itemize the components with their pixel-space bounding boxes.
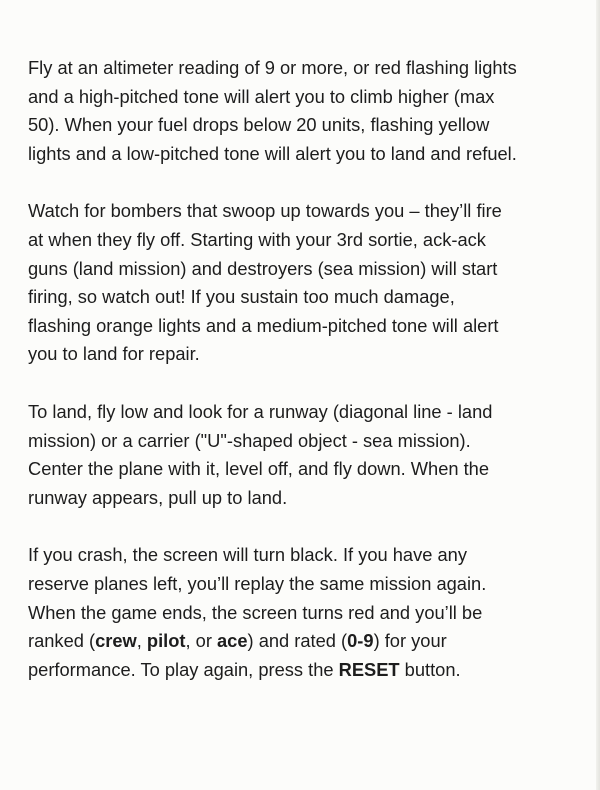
text-segment: mission) or a carrier ("U"-shaped object - sea mission). xyxy=(28,429,471,451)
paragraph-altitude-fuel xyxy=(28,54,580,168)
text-line xyxy=(28,197,580,226)
text-segment: If you crash, the screen will turn black. If you have any xyxy=(28,544,467,566)
paragraph-landing xyxy=(28,398,580,512)
text-segment: and a high-pitched tone will alert you to climb higher (max xyxy=(28,85,495,107)
text-segment: , xyxy=(136,630,147,652)
text-line xyxy=(28,340,580,369)
text-line xyxy=(28,226,580,255)
text-line xyxy=(28,427,580,456)
text-segment: at when they fly off. Starting with your 3rd sortie, ack-ack xyxy=(28,228,486,250)
text-segment: firing, so watch out! If you sustain too much damage, xyxy=(28,286,455,308)
text-segment: button. xyxy=(399,658,461,680)
paragraph-bombers-damage xyxy=(28,197,580,369)
text-segment: 50). When your fuel drops below 20 units, flashing yellow xyxy=(28,114,490,136)
text-line xyxy=(28,83,580,112)
text-segment: reserve planes left, you’ll replay the same mission again. xyxy=(28,572,487,594)
text-line xyxy=(28,455,580,484)
text-segment: Center the plane with it, level off, and fly down. When the xyxy=(28,458,490,480)
bold-text-segment: 0-9 xyxy=(347,630,374,652)
text-line xyxy=(28,541,580,570)
text-line xyxy=(28,484,580,513)
text-segment: To land, fly low and look for a runway (diagonal line - land xyxy=(28,400,493,422)
bold-text-segment: ace xyxy=(217,630,248,652)
page-edge-shadow xyxy=(596,0,600,790)
paragraph-crash-game-end xyxy=(28,541,580,684)
text-segment: flashing orange lights and a medium-pitched tone will alert xyxy=(28,314,499,336)
text-segment: lights and a low-pitched tone will alert you to land and refuel. xyxy=(28,142,517,164)
text-line xyxy=(28,599,580,628)
text-line xyxy=(28,111,580,140)
text-line xyxy=(28,570,580,599)
bold-text-segment: crew xyxy=(95,630,137,652)
instructions-text xyxy=(28,54,580,713)
text-segment: Fly at an altimeter reading of 9 or more, or red flashing lights xyxy=(28,57,517,78)
text-line xyxy=(28,283,580,312)
text-segment: When the game ends, the screen turns red and you’ll be xyxy=(28,601,483,623)
text-segment: runway appears, pull up to land. xyxy=(28,486,288,508)
text-segment: , or xyxy=(185,630,218,652)
text-segment: ranked ( xyxy=(28,630,96,652)
text-segment: you to land for repair. xyxy=(28,343,200,365)
text-line xyxy=(28,140,580,169)
text-line xyxy=(28,54,580,83)
text-segment: ) and rated ( xyxy=(247,630,348,652)
bold-text-segment: RESET xyxy=(338,658,400,680)
text-line xyxy=(28,312,580,341)
text-line xyxy=(28,398,580,427)
bold-text-segment: pilot xyxy=(146,630,186,652)
text-line xyxy=(28,255,580,284)
text-segment: Watch for bombers that swoop up towards you – they’ll fire xyxy=(28,200,502,222)
text-segment: guns (land mission) and destroyers (sea mission) will start xyxy=(28,257,498,279)
text-line xyxy=(28,627,580,656)
text-line xyxy=(28,656,580,685)
text-segment: ) for your xyxy=(373,630,447,652)
text-segment: performance. To play again, press the xyxy=(28,658,339,680)
